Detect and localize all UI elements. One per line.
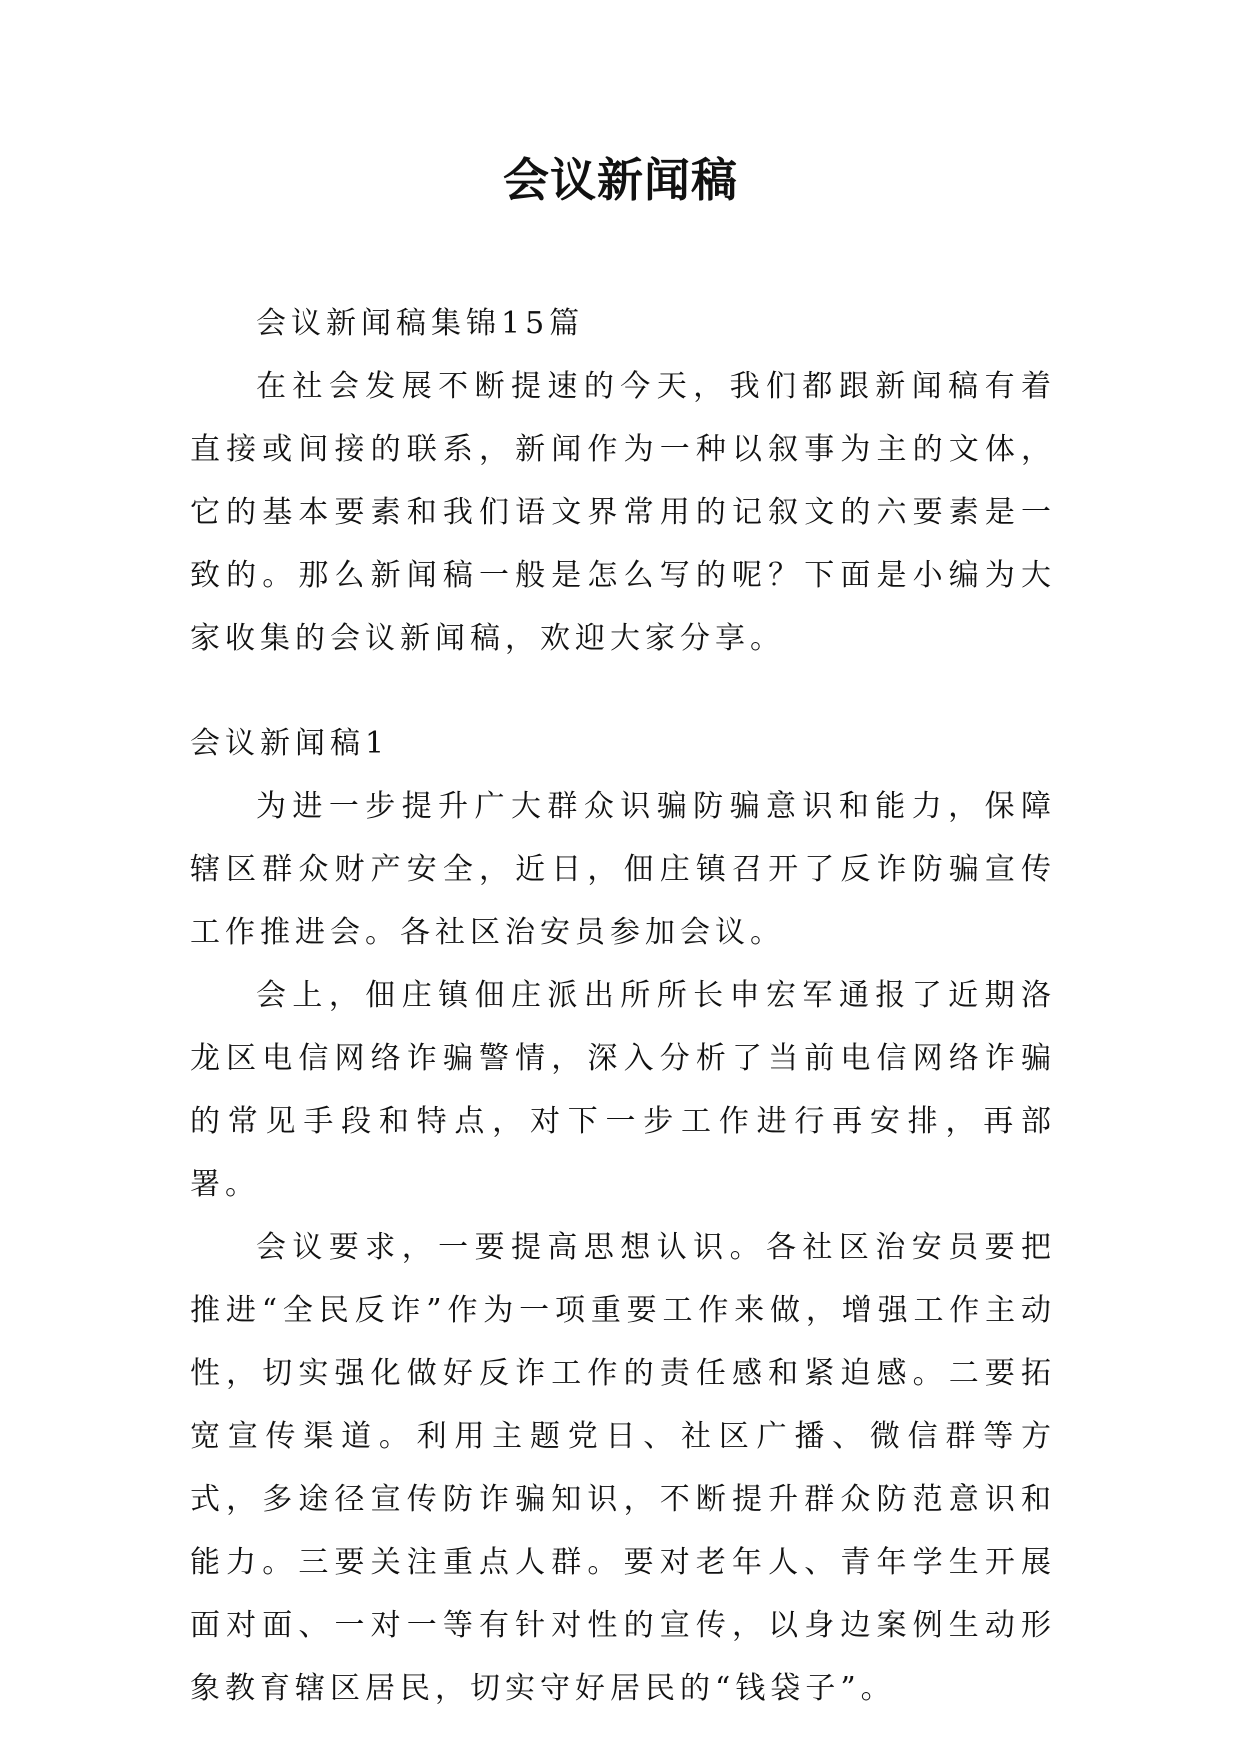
section-paragraph-3: 会议要求，一要提高思想认识。各社区治安员要把推进“全民反诈”作为一项重要工作来做，增强工作主动性，切实强化做好反诈工作的责任感和紧迫感。二要拓宽宣传渠道。利用主题党日、社区广播、微信群等方式，多途径宣传防诈骗知识，不断提升群众防范意识和能力。三要关注重点人群。要对老年人、青年学生开展面对面、一对一等有针对性的宣传，以身边案例生动形象教育辖区居民，切实守好居民的“钱袋子”。 xyxy=(190,1230,1056,1706)
document-subtitle: 会议新闻稿集锦15篇 xyxy=(256,306,585,341)
document-title: 会议新闻稿 xyxy=(503,153,738,207)
section-paragraph-1: 为进一步提升广大群众识骗防骗意识和能力，保障辖区群众财产安全，近日，佃庄镇召开了反诈防骗宣传工作推进会。各社区治安员参加会议。 xyxy=(190,789,1056,950)
section-heading: 会议新闻稿1 xyxy=(190,726,390,761)
document-body xyxy=(190,292,1056,1720)
intro-paragraph: 在社会发展不断提速的今天，我们都跟新闻稿有着直接或间接的联系，新闻作为一种以叙事为主的文体，它的基本要素和我们语文界常用的记叙文的六要素是一致的。那么新闻稿一般是怎么写的呢？下面是小编为大家收集的会议新闻稿，欢迎大家分享。 xyxy=(190,369,1056,656)
section-paragraph-2: 会上，佃庄镇佃庄派出所所长申宏军通报了近期洛龙区电信网络诈骗警情，深入分析了当前电信网络诈骗的常见手段和特点，对下一步工作进行再安排，再部署。 xyxy=(190,978,1056,1202)
